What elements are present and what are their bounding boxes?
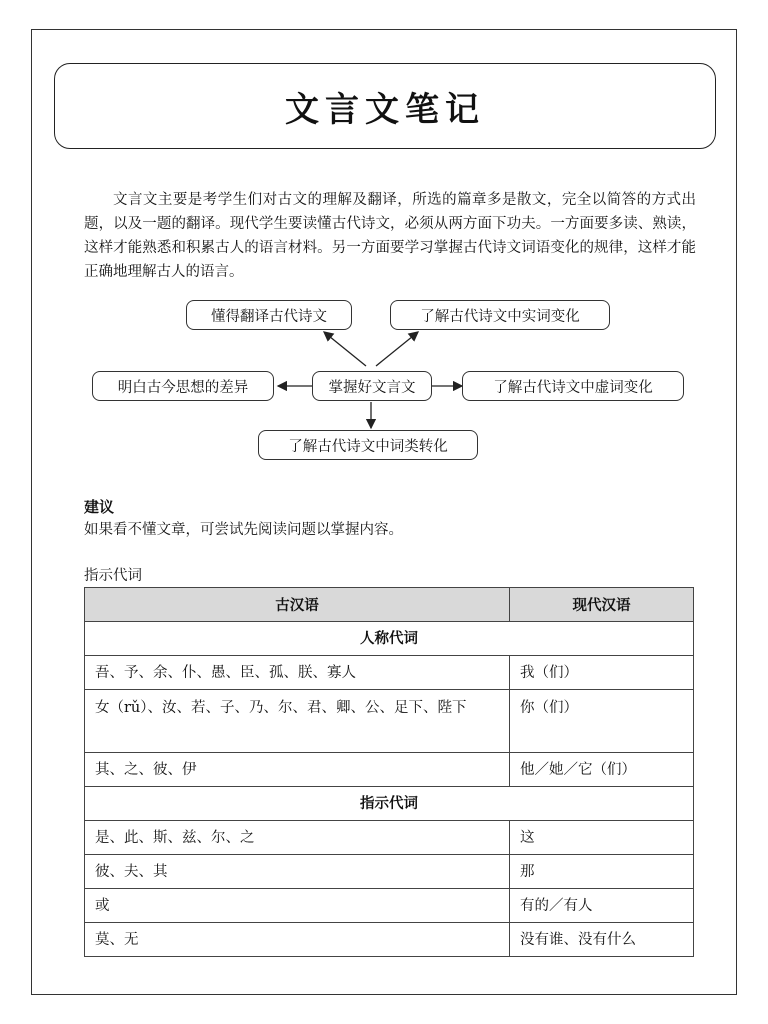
table-row [85, 656, 694, 690]
cell-old: 其、之、彼、伊 [85, 753, 510, 787]
table-caption: 指示代词 [84, 568, 142, 584]
node-center: 掌握好文言文 [312, 371, 432, 401]
node-bottom: 了解古代诗文中词类转化 [258, 430, 478, 460]
page-title: 文言文笔记 [285, 89, 485, 130]
cell-old: 彼、夫、其 [85, 855, 510, 889]
cell-modern: 你（们） [510, 690, 694, 753]
node-top-left: 懂得翻译古代诗文 [186, 300, 352, 330]
cell-modern: 我（们） [510, 656, 694, 690]
cell-modern: 那 [510, 855, 694, 889]
concept-diagram [84, 290, 696, 470]
header-modern-chinese: 现代汉语 [510, 588, 694, 622]
table-row [85, 753, 694, 787]
cell-old: 是、此、斯、兹、尔、之 [85, 821, 510, 855]
section-demonstrative-pronouns: 指示代词 [85, 787, 694, 821]
table-row [85, 690, 694, 753]
suggestion-heading: 建议 [84, 498, 115, 516]
table-header-row [85, 588, 694, 622]
pronoun-table [84, 587, 694, 957]
table-row [85, 923, 694, 957]
table-row [85, 889, 694, 923]
cell-old: 莫、无 [85, 923, 510, 957]
cell-modern: 有的／有人 [510, 889, 694, 923]
intro-paragraph: 文言文主要是考学生们对古文的理解及翻译，所选的篇章多是散文，完全以简答的方式出题，以及一题的翻译。现代学生要读懂古代诗文，必须从两方面下功夫。一方面要多读、熟读，这样才能熟悉和积累古人的语言材料。另一方面要学习掌握古代诗文词语变化的规律，这样才能正确地理解古人的语言。 [84, 192, 696, 280]
section-personal-pronouns: 人称代词 [85, 622, 694, 656]
cell-modern: 没有谁、没有什么 [510, 923, 694, 957]
arrow-to-top-left [324, 332, 366, 366]
section-row [85, 787, 694, 821]
cell-modern: 他／她／它（们） [510, 753, 694, 787]
table-row [85, 855, 694, 889]
node-left: 明白古今思想的差异 [92, 371, 274, 401]
section-row [85, 622, 694, 656]
node-top-right: 了解古代诗文中实词变化 [390, 300, 610, 330]
header-old-chinese: 古汉语 [85, 588, 510, 622]
cell-old: 吾、予、余、仆、愚、臣、孤、朕、寡人 [85, 656, 510, 690]
arrow-to-top-right [376, 332, 418, 366]
table-row [85, 821, 694, 855]
cell-old: 或 [85, 889, 510, 923]
cell-modern: 这 [510, 821, 694, 855]
suggestion-text: 如果看不懂文章，可尝试先阅读问题以掌握内容。 [84, 522, 403, 538]
title-box [54, 63, 716, 149]
cell-old: 女（rǔ）、汝、若、子、乃、尔、君、卿、公、足下、陛下 [85, 690, 510, 753]
node-right: 了解古代诗文中虚词变化 [462, 371, 684, 401]
